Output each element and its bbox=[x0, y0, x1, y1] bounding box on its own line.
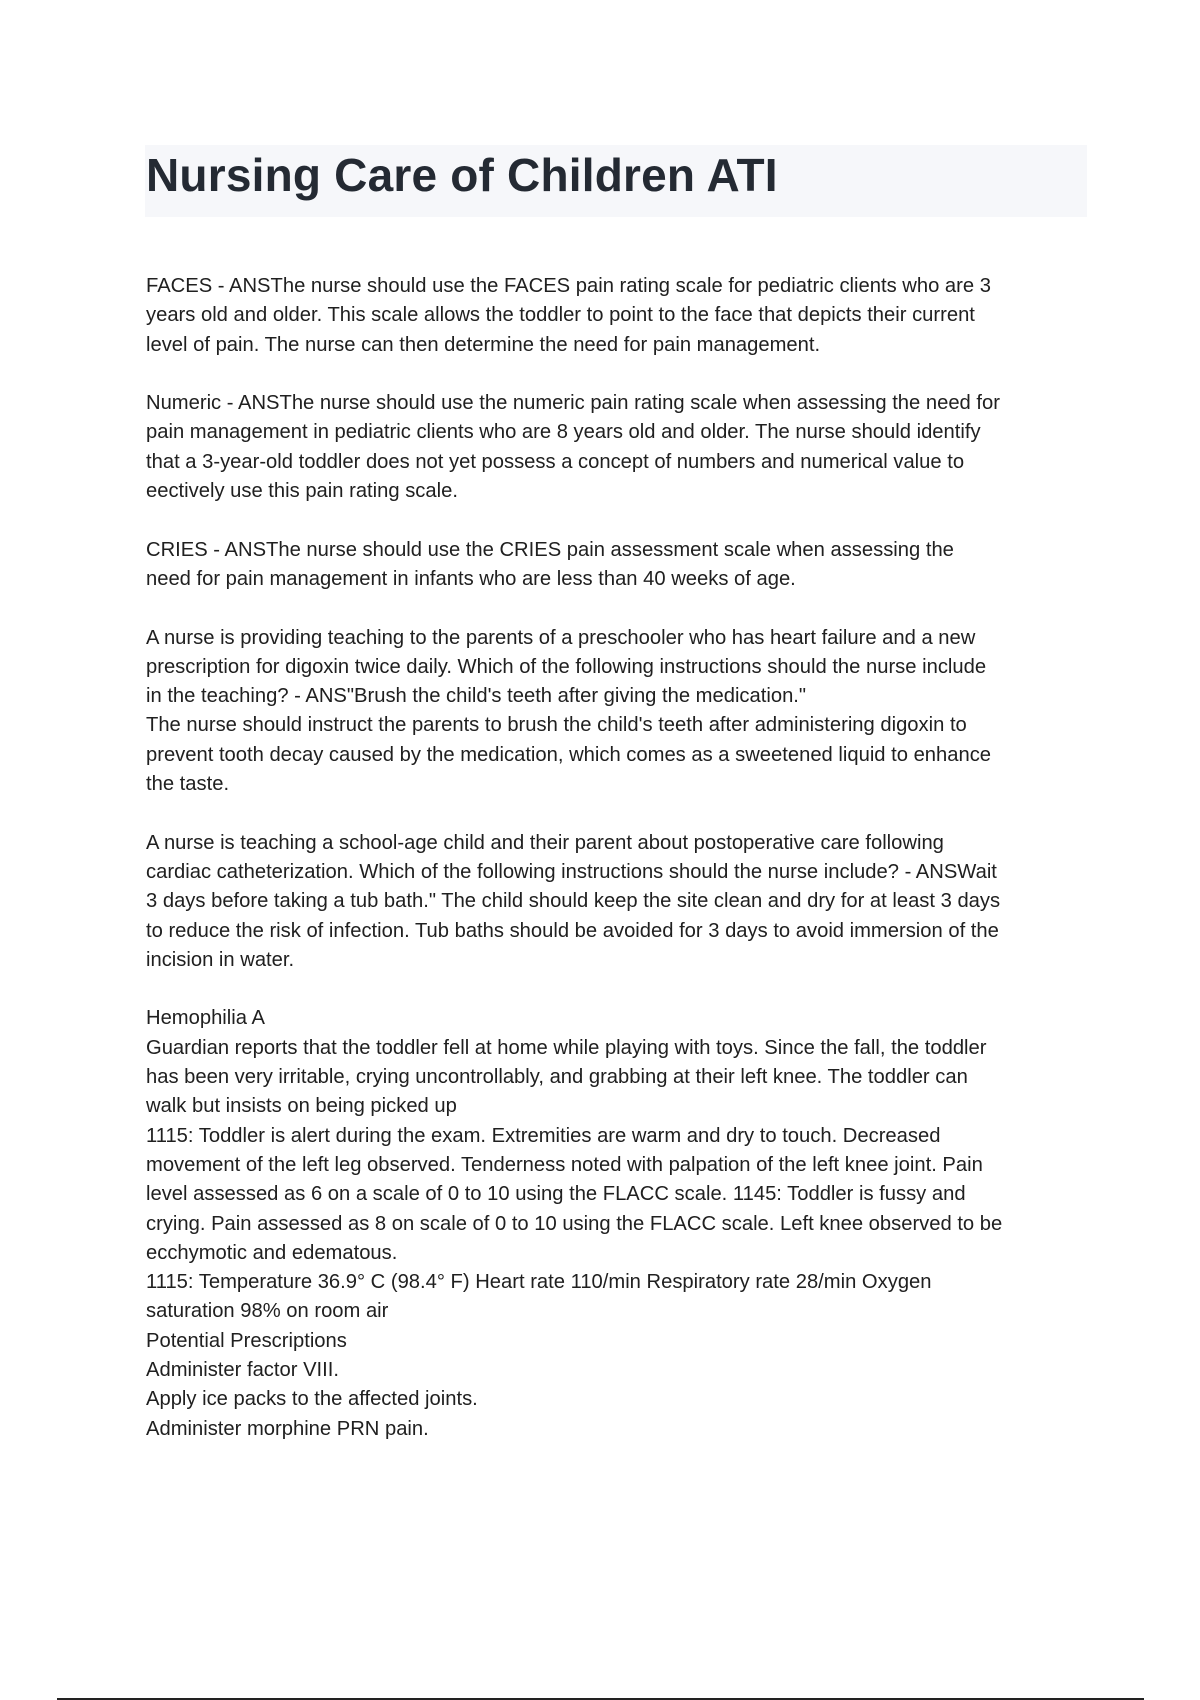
text-line: A nurse is teaching a school-age child and their parent about postoperative care following bbox=[146, 831, 944, 854]
text-line: to reduce the risk of infection. Tub baths should be avoided for 3 days to avoid immersion of the bbox=[146, 919, 999, 942]
text-line: incision in water. bbox=[146, 948, 295, 971]
text-line: Apply ice packs to the affected joints. bbox=[146, 1388, 478, 1411]
paragraph-cries bbox=[146, 536, 1096, 595]
text-line: Guardian reports that the toddler fell at home while playing with toys. Since the fall, the toddler bbox=[146, 1036, 987, 1059]
text-line: Hemophilia A bbox=[146, 1007, 265, 1030]
page-title: Nursing Care of Children ATI bbox=[146, 149, 778, 201]
paragraph-hemophilia bbox=[146, 1004, 1096, 1443]
text-line: FACES - ANSThe nurse should use the FACES pain rating scale for pediatric clients who are 3 bbox=[146, 275, 991, 297]
text-line: eectively use this pain rating scale. bbox=[146, 480, 458, 503]
text-line: walk but insists on being picked up bbox=[146, 1095, 457, 1118]
text-line: 1115: Toddler is alert during the exam. Extremities are warm and dry to touch. Decreased bbox=[146, 1124, 941, 1147]
text-line: 3 days before taking a tub bath." The child should keep the site clean and dry for at least 3 days bbox=[146, 890, 1001, 913]
text-line: The nurse should instruct the parents to brush the child's teeth after administering digoxin to bbox=[146, 714, 967, 737]
text-line: that a 3-year-old toddler does not yet possess a concept of numbers and numerical value to bbox=[146, 450, 965, 473]
text-line: Administer morphine PRN pain. bbox=[146, 1417, 429, 1440]
paragraph-numeric bbox=[146, 389, 1096, 506]
text-line: level of pain. The nurse can then determine the need for pain management. bbox=[146, 333, 821, 356]
paragraph-faces bbox=[146, 272, 1096, 360]
document-body bbox=[146, 272, 1096, 1473]
text-line: has been very irritable, crying uncontrollably, and grabbing at their left knee. The toddler can bbox=[146, 1066, 968, 1089]
text-line: pain management in pediatric clients who are 8 years old and older. The nurse should identify bbox=[146, 421, 981, 444]
text-line: cardiac catheterization. Which of the following instructions should the nurse include? - ANSWait bbox=[146, 860, 997, 883]
text-line: Administer factor VIII. bbox=[146, 1358, 339, 1381]
text-line: prescription for digoxin twice daily. Which of the following instructions should the nurse include bbox=[146, 655, 987, 678]
text-line: level assessed as 6 on a scale of 0 to 10 using the FLACC scale. 1145: Toddler is fussy and bbox=[146, 1183, 966, 1206]
paragraph-catheterization bbox=[146, 829, 1096, 975]
text-line: need for pain management in infants who are less than 40 weeks of age. bbox=[146, 567, 796, 590]
text-line: crying. Pain assessed as 8 on scale of 0 to 10 using the FLACC scale. Left knee observed to be bbox=[146, 1212, 1003, 1235]
text-line: in the teaching? - ANS"Brush the child's teeth after giving the medication." bbox=[146, 685, 807, 708]
text-line: Numeric - ANSThe nurse should use the numeric pain rating scale when assessing the need for bbox=[146, 392, 1000, 415]
text-line: Potential Prescriptions bbox=[146, 1329, 347, 1352]
text-line: saturation 98% on room air bbox=[146, 1300, 389, 1323]
text-line: 1115: Temperature 36.9° C (98.4° F) Heart rate 110/min Respiratory rate 28/min Oxygen bbox=[146, 1271, 932, 1294]
text-line: prevent tooth decay caused by the medication, which comes as a sweetened liquid to enhance bbox=[146, 743, 992, 766]
text-line: movement of the left leg observed. Tenderness noted with palpation of the left knee joint. Pain bbox=[146, 1153, 983, 1176]
text-line: CRIES - ANSThe nurse should use the CRIES pain assessment scale when assessing the bbox=[146, 538, 954, 561]
text-line: the taste. bbox=[146, 773, 230, 796]
text-line: A nurse is providing teaching to the parents of a preschooler who has heart failure and a new bbox=[146, 626, 976, 649]
text-line: ecchymotic and edematous. bbox=[146, 1241, 398, 1264]
paragraph-digoxin bbox=[146, 624, 1096, 800]
text-line: years old and older. This scale allows the toddler to point to the face that depicts their current bbox=[146, 304, 975, 327]
